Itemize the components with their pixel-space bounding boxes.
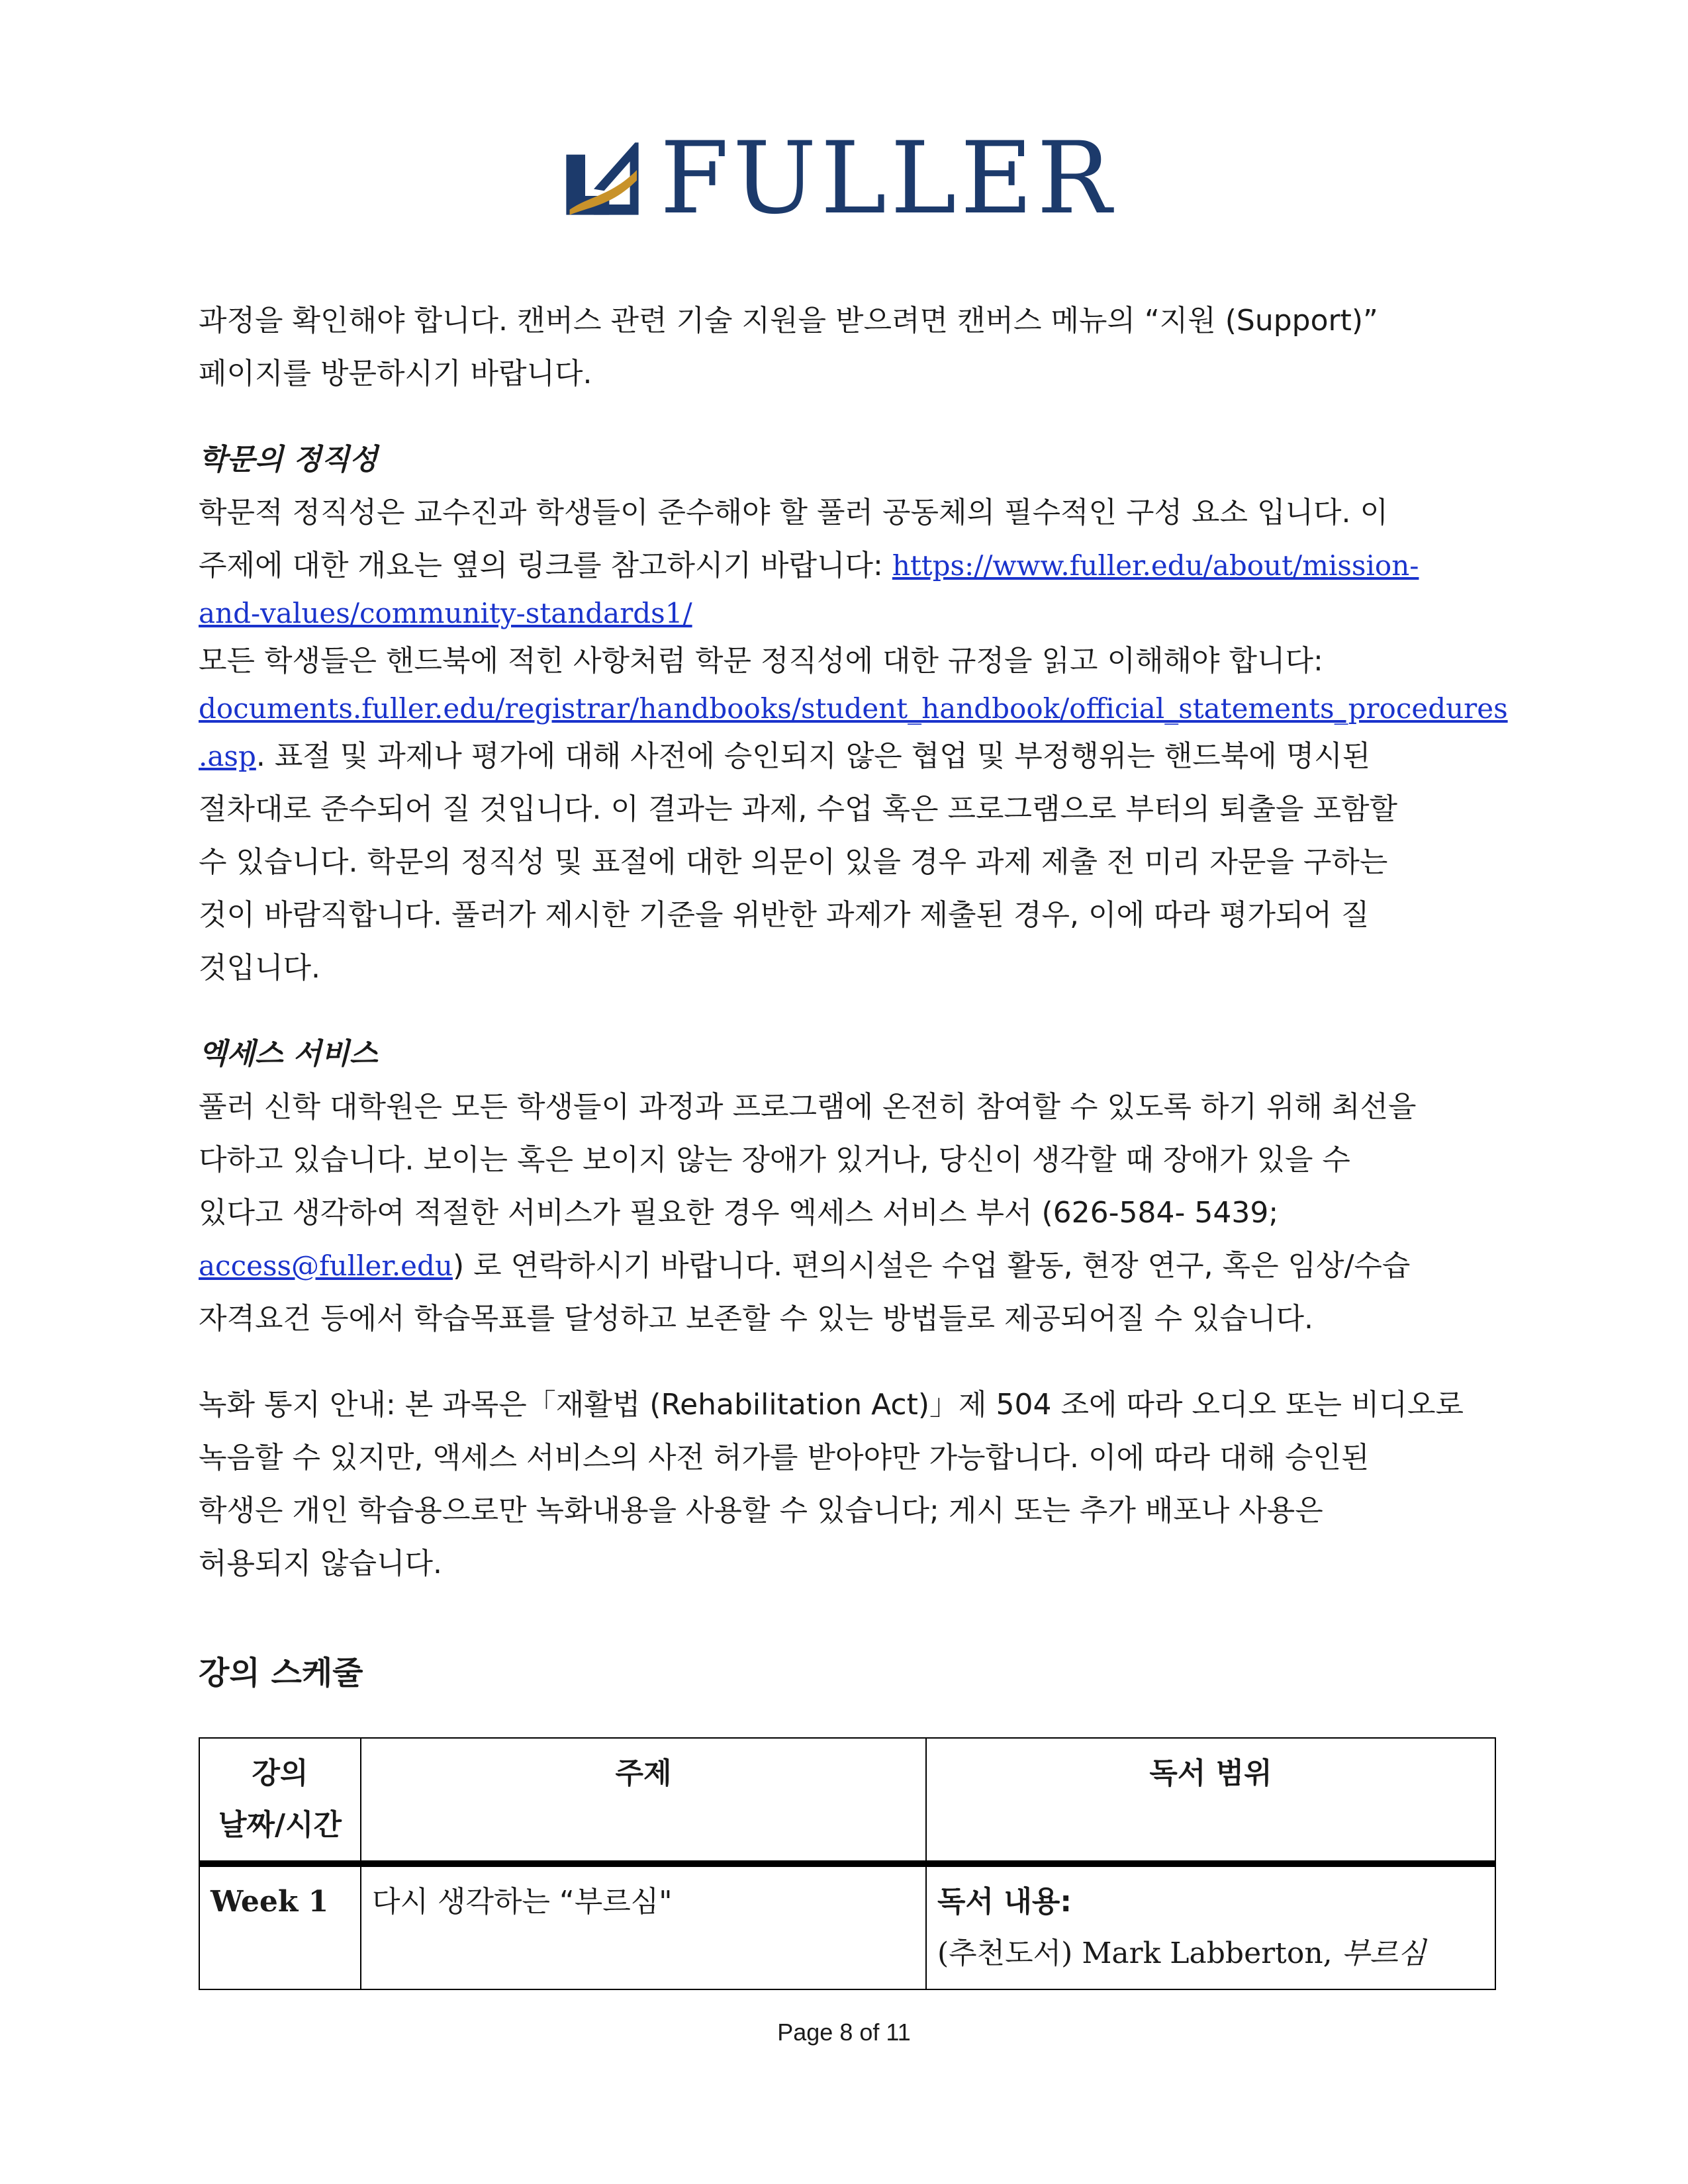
reading-cell (926, 1864, 1495, 1989)
community-standards-link[interactable]: https://www.fuller.edu/about/mission- (892, 549, 1419, 582)
table-header-row (199, 1738, 1495, 1864)
paragraph-line: 절차대로 준수되어 질 것입니다. 이 결과는 과제, 수업 혹은 프로그램으로 부터의 퇴출을 포함할 (199, 792, 1397, 826)
header-cell-topic: 주제 (361, 1738, 926, 1864)
paragraph-text: . 표절 및 과제나 평가에 대해 사전에 승인되지 않은 협업 및 부정행위는 핸드북에 명시된 (256, 739, 1371, 773)
paragraph-line (199, 730, 1496, 783)
paragraph-text: ) 로 연락하시기 바랍니다. 편의시설은 수업 활동, 현장 연구, 혹은 임상/수습 (452, 1249, 1411, 1283)
handbook-link[interactable]: documents.fuller.edu/registrar/handbooks/student_handbook/official_statements_procedures (199, 692, 1508, 725)
reading-label: 독서 내용: (937, 1885, 1072, 1919)
topic-cell: 다시 생각하는 “부르심" (361, 1864, 926, 1989)
logo-wordmark: FULLER (660, 121, 1116, 236)
week-cell: Week 1 (199, 1864, 361, 1989)
schedule-table (199, 1737, 1496, 1990)
handbook-link-cont[interactable]: .asp (199, 740, 256, 772)
section-heading-integrity: 학문의 정직성 (199, 443, 378, 477)
community-standards-link-cont[interactable]: and-values/community-standards1/ (199, 597, 692, 629)
header-cell-reading: 독서 범위 (926, 1738, 1495, 1864)
header-label: 강의 (252, 1756, 308, 1790)
fuller-logo (559, 121, 1135, 236)
paragraph-text: 주제에 대한 개요는 옆의 링크를 참고하시기 바랍니다: (199, 549, 892, 582)
header-cell-date (199, 1738, 361, 1864)
page-content (199, 295, 1508, 1700)
paragraph-line (199, 1240, 1496, 1293)
fuller-book-icon (559, 136, 645, 222)
section-heading-access: 엑세스 서비스 (199, 1037, 378, 1071)
paragraph-line: 것입니다. (199, 951, 321, 985)
access-email-link[interactable]: access@fuller.edu (199, 1250, 453, 1282)
reading-entry (937, 1928, 1484, 1979)
paragraph-line: 모든 학생들은 핸드북에 적힌 사항처럼 학문 정직성에 대한 규정을 읽고 이해해야 합니다: (199, 644, 1323, 678)
paragraph-line: 수 있습니다. 학문의 정직성 및 표절에 대한 의문이 있을 경우 과제 제출 전 미리 자문을 구하는 (199, 845, 1388, 879)
paragraph-line: 있다고 생각하여 적절한 서비스가 필요한 경우 엑세스 서비스 부서 (626-584- 5439; (199, 1196, 1279, 1230)
intro-line: 과정을 확인해야 합니다. 캔버스 관련 기술 지원을 받으려면 캔버스 메뉴의 “지원 (Support)” (199, 304, 1378, 338)
header-label: 날짜/시간 (218, 1808, 342, 1842)
paragraph-line: 다하고 있습니다. 보이는 혹은 보이지 않는 장애가 있거나, 당신이 생각할 때 장애가 있을 수 (199, 1143, 1350, 1177)
paragraph-line (199, 592, 1496, 635)
reading-text: (추천도서) Mark Labberton, (937, 1936, 1342, 1970)
paragraph-line: 허용되지 않습니다. (199, 1547, 443, 1580)
paragraph-line: 자격요건 등에서 학습목표를 달성하고 보존할 수 있는 방법들로 제공되어질 수 있습니다. (199, 1302, 1313, 1336)
reading-title: 부르심 (1341, 1936, 1427, 1970)
table-row (199, 1864, 1495, 1989)
paragraph-line: 것이 바람직합니다. 풀러가 제시한 기준을 위반한 과제가 제출된 경우, 이에 따라 평가되어 질 (199, 898, 1370, 932)
section-heading-schedule: 강의 스케줄 (199, 1655, 363, 1692)
paragraph-line: 학생은 개인 학습용으로만 녹화내용을 사용할 수 있습니다; 게시 또는 추가 배포나 사용은 (199, 1494, 1323, 1527)
intro-line: 페이지를 방문하시기 바랍니다. (199, 357, 592, 390)
paragraph-line: 학문적 정직성은 교수진과 학생들이 준수해야 할 풀러 공동체의 필수적인 구성 요소 입니다. 이 (199, 496, 1388, 529)
paragraph-line: 풀러 신학 대학원은 모든 학생들이 과정과 프로그램에 온전히 참여할 수 있도록 하기 위해 최선을 (199, 1090, 1417, 1124)
paragraph-line (199, 688, 1508, 730)
paragraph-line: 녹화 통지 안내: 본 과목은「재활법 (Rehabilitation Act)」제 504 조에 따라 오디오 또는 비디오로 (199, 1388, 1464, 1422)
page-number: Page 8 of 11 (777, 2019, 911, 2046)
paragraph-line: 녹음할 수 있지만, 액세스 서비스의 사전 허가를 받아야만 가능합니다. 이에 따라 대해 승인된 (199, 1441, 1370, 1475)
paragraph-line (199, 539, 1496, 592)
